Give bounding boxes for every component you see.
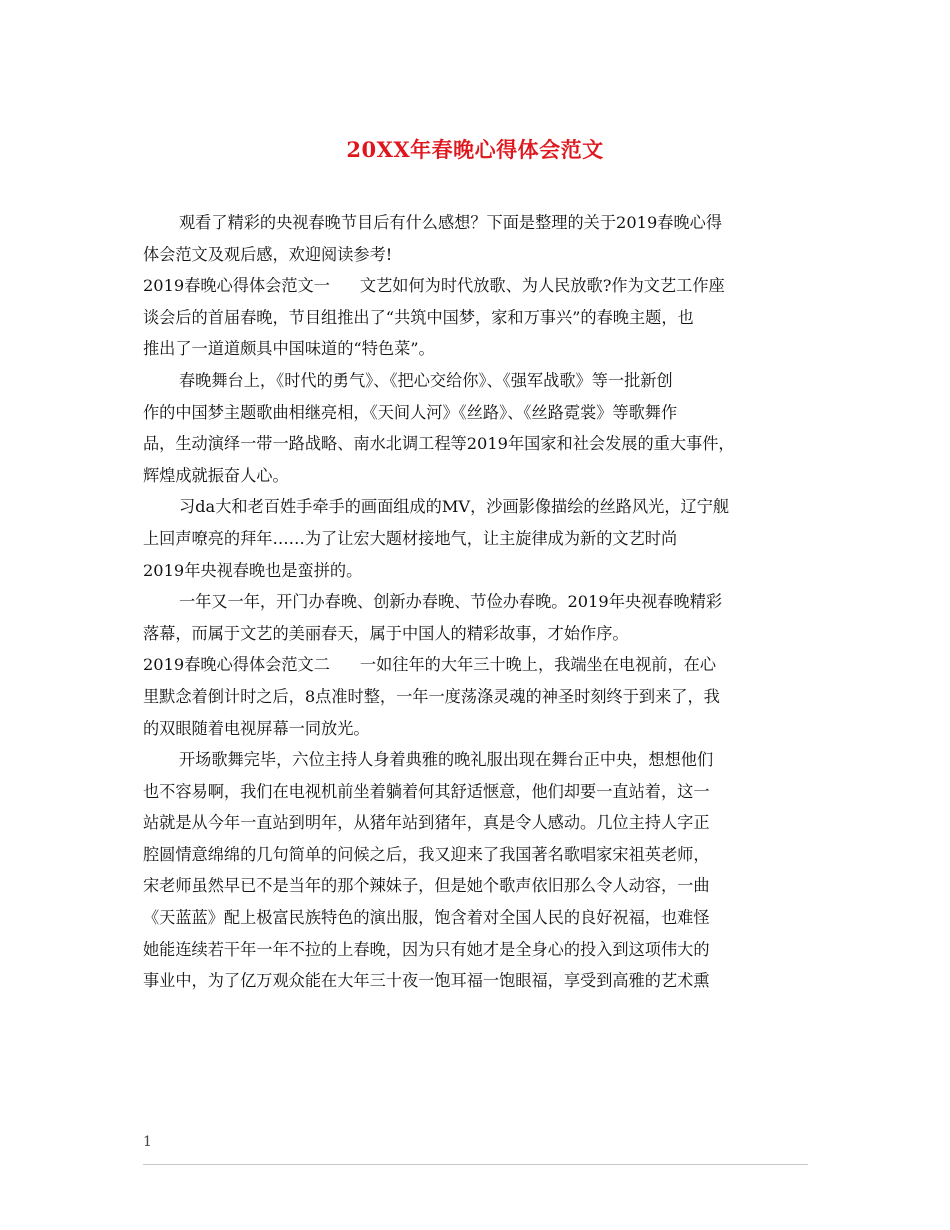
text-line — [143, 870, 821, 902]
paragraph-text: 开场歌舞完毕，六位主持人身着典雅的晚礼服出现在舞台正中央，想想他们 — [179, 750, 714, 770]
paragraph-text: 的双眼随着电视屏幕一同放光。 — [143, 718, 370, 738]
text-line — [143, 333, 821, 365]
text-line — [143, 270, 821, 302]
footer-divider — [143, 1164, 808, 1165]
paragraph-text: 辉煌成就振奋人心。 — [143, 465, 289, 485]
text-line — [143, 365, 821, 397]
document-body — [143, 207, 821, 997]
text-line — [143, 839, 821, 871]
document-title: 20XX年春晚心得体会范文 — [346, 137, 604, 162]
paragraph-text: 上回声嘹亮的拜年……为了让宏大题材接地气，让主旋律成为新的文艺时尚 — [143, 528, 678, 548]
paragraph-text: 观看了精彩的央视春晚节目后有什么感想？下面是整理的关于2019春晚心得 — [179, 213, 723, 232]
text-line — [143, 586, 821, 618]
paragraph-text: 也不容易啊，我们在电视机前坐着躺着何其舒适惬意，他们却要一直站着，这一 — [143, 781, 710, 801]
page-number: 1 — [143, 1134, 152, 1150]
paragraph-text: 体会范文及观后感，欢迎阅读参考! — [143, 244, 393, 264]
paragraph-text: 推出了一道道颇具中国味道的“特色菜”。 — [143, 339, 435, 359]
text-line — [143, 934, 821, 966]
paragraph-text: 2019年央视春晚也是蛮拼的。 — [143, 560, 363, 580]
paragraph-text: 习da大和老百姓手牵手的画面组成的MV，沙画影像描绘的丝路风光，辽宁舰 — [179, 497, 730, 517]
text-line — [143, 965, 821, 997]
text-line — [143, 555, 821, 587]
paragraph-text: 里默念着倒计时之后，8点准时整，一年一度荡涤灵魂的神圣时刻终于到来了，我 — [143, 686, 720, 706]
text-line — [143, 460, 821, 492]
paragraph-text: 事业中，为了亿万观众能在大年三十夜一饱耳福一饱眼福，享受到高雅的艺术熏 — [143, 971, 710, 991]
text-line — [143, 207, 821, 239]
paragraph-text: 品，生动演绎一带一路战略、南水北调工程等2019年国家和社会发展的重大事件， — [143, 434, 735, 454]
paragraph-text: 春晚舞台上，《时代的勇气》、《把心交给你》、《强军战歌》等一批新创 — [179, 370, 673, 390]
text-line — [143, 807, 821, 839]
paragraph-text: 腔圆情意绵绵的几句简单的问候之后，我又迎来了我国著名歌唱家宋祖英老师， — [143, 844, 710, 864]
text-line — [143, 523, 821, 555]
paragraph-text: 《天蓝蓝》配上极富民族特色的演出服，饱含着对全国人民的良好祝福，也难怪 — [143, 908, 710, 928]
text-line — [143, 744, 821, 776]
text-line — [143, 681, 821, 713]
paragraph-text: 作的中国梦主题歌曲相继亮相，《天间人河》《丝路》、《丝路霓裳》等歌舞作 — [143, 402, 678, 422]
paragraph-text: 一年又一年，开门办春晚、创新办春晚、节俭办春晚。2019年央视春晚精彩 — [179, 592, 723, 612]
text-line — [143, 397, 821, 429]
text-line — [143, 428, 821, 460]
paragraph-text: 谈会后的首届春晚，节目组推出了“共筑中国梦，家和万事兴”的春晚主题，也 — [143, 307, 694, 327]
text-line — [143, 902, 821, 934]
paragraph-text: 她能连续若干年一年不拉的上春晚，因为只有她才是全身心的投入到这项伟大的 — [143, 939, 710, 959]
text-line — [143, 491, 821, 523]
paragraph-text: 文艺如何为时代放歌、为人民放歌?作为文艺工作座 — [359, 276, 725, 296]
text-line — [143, 302, 821, 334]
text-line — [143, 618, 821, 650]
paragraph-text: 落幕，而属于文艺的美丽春天，属于中国人的精彩故事，才始作序。 — [143, 623, 629, 643]
paragraph-text: 宋老师虽然早已不是当年的那个辣妹子，但是她个歌声依旧那么令人动容，一曲 — [143, 876, 710, 896]
paragraph-text: 一如往年的大年三十晚上，我端坐在电视前，在心 — [359, 655, 717, 675]
paragraph-text: 站就是从今年一直站到明年，从猪年站到猪年，真是令人感动。几位主持人字正 — [143, 813, 710, 833]
text-line — [143, 713, 821, 745]
section-heading: 2019春晚心得体会范文一 — [143, 276, 330, 296]
text-line — [143, 649, 821, 681]
section-heading: 2019春晚心得体会范文二 — [143, 655, 330, 675]
text-line — [143, 776, 821, 808]
text-line — [143, 239, 821, 271]
